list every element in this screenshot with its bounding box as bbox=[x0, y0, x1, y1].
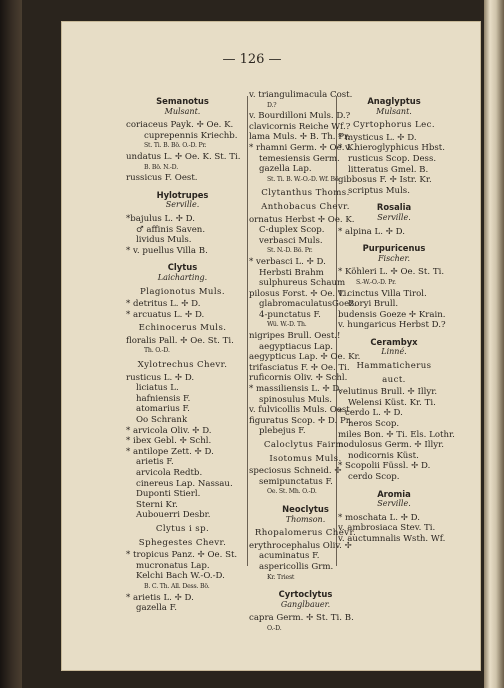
genus-heading: Hylotrupes bbox=[156, 189, 209, 200]
column-left bbox=[126, 90, 239, 614]
species-entry: gazella Lap. bbox=[259, 164, 312, 175]
species-entry: Welensi Küst. Kr. Ti. bbox=[348, 397, 436, 408]
subgenus-heading: Isotomus Muls. bbox=[269, 453, 342, 464]
species-entry: aspericollis Grm. bbox=[259, 561, 334, 572]
genus-author: Fischer. bbox=[377, 253, 411, 263]
species-entry: arietis F. bbox=[136, 457, 174, 468]
species-entry: Duponti Stierl. bbox=[136, 489, 201, 500]
species-entry: * massiliensis L. ✢ D. bbox=[249, 384, 342, 395]
species-entry: ♂ affinis Saven. bbox=[136, 224, 206, 235]
subgenus-heading: Cyrtophorus Lec. bbox=[353, 120, 435, 131]
species-entry: hafniensis F. bbox=[136, 393, 191, 404]
species-entry: St. Ti. B. Bö. O.-D. Pr. bbox=[144, 142, 207, 150]
species-entry: rusticus Scop. Dess. bbox=[348, 153, 437, 164]
species-entry: Kelchi Bach W.-O.-D. bbox=[136, 571, 225, 582]
species-entry: Aubouerri Desbr. bbox=[136, 510, 211, 521]
species-entry: * Köhleri L. ✢ Oe. St. Ti. bbox=[338, 267, 445, 278]
species-entry: heros Scop. bbox=[348, 419, 400, 430]
species-entry: B. Bö. N.-D. bbox=[144, 163, 178, 171]
species-entry: lama Muls. ✢ B. Th. Pr. bbox=[249, 132, 350, 143]
species-entry: gazella F. bbox=[136, 603, 177, 614]
species-entry: v. cinctus Villa Tirol. bbox=[338, 288, 427, 299]
species-entry: erythrocephalus Oliv. ✢ bbox=[249, 540, 352, 551]
genus-author: Linné. bbox=[381, 347, 407, 357]
species-entry: verbasci Muls. bbox=[259, 235, 323, 246]
species-entry: cinereus Lap. Nassau. bbox=[136, 478, 233, 489]
species-entry: S.-W.-O.-D. Pr. bbox=[356, 278, 396, 286]
subgenus-heading: Plagionotus Muls. bbox=[140, 286, 225, 297]
subgenus-heading: Caloclytus Fairm. bbox=[263, 440, 348, 450]
species-entry: * verbasci L. ✢ D. bbox=[249, 256, 326, 267]
species-entry: cerdo Scop. bbox=[348, 472, 400, 482]
species-entry: *bajulus L. ✢ D. bbox=[126, 213, 195, 224]
subgenus-heading: Clytus i sp. bbox=[155, 523, 210, 534]
species-entry: gibbosus F. ✢ Istr. Kr. bbox=[338, 175, 432, 186]
subgenus-heading: Echinocerus Muls. bbox=[138, 323, 227, 334]
species-entry: aegypticus Lap. ✢ Oe. Kr. bbox=[249, 352, 361, 363]
genus-author: Serville. bbox=[377, 212, 411, 222]
species-entry: * v. puellus Villa B. bbox=[126, 245, 208, 256]
species-entry: Wü. W.-D. Th. bbox=[267, 321, 307, 329]
subgenus-heading: Hammaticherus bbox=[356, 361, 432, 372]
genus-author: Serville. bbox=[377, 499, 411, 509]
species-entry: plebejus F. bbox=[259, 426, 306, 437]
species-entry: * mysticus L. ✢ D. bbox=[338, 132, 417, 143]
species-entry: liciatus L. bbox=[136, 383, 179, 394]
genus-heading: Semanotus bbox=[156, 96, 209, 106]
species-entry: acuminatus F. bbox=[259, 551, 320, 562]
species-entry: * arcuatus L. ✢ D. bbox=[126, 309, 205, 320]
species-entry: * v. hieroglyphicus Hbst. bbox=[338, 143, 445, 154]
species-entry: Th. O.-D. bbox=[144, 347, 170, 355]
species-entry: * antilope Zett. ✢ D. bbox=[126, 446, 214, 457]
species-entry: atomarius F. bbox=[136, 404, 190, 415]
species-entry: * rhamni Germ. ✢ Oe. K. bbox=[249, 142, 357, 153]
species-entry: arvicola Redtb. bbox=[136, 468, 203, 478]
genus-heading: Cerambyx bbox=[370, 336, 418, 347]
genus-author: Thomson. bbox=[285, 514, 326, 524]
species-entry: v. triangulimacula Cost. bbox=[249, 90, 353, 100]
subgenus-heading: Clytanthus Thoms. bbox=[261, 188, 350, 199]
species-entry: nodicornis Küst. bbox=[348, 450, 419, 461]
subgenus-heading: Xylotrechus Chevr. bbox=[137, 360, 228, 371]
subgenus-heading: auct. bbox=[382, 374, 406, 385]
species-entry: russicus F. Oest. bbox=[126, 173, 198, 184]
book-spine bbox=[0, 0, 22, 688]
species-entry: temesiensis Germ. bbox=[259, 153, 340, 164]
column-divider bbox=[247, 96, 248, 566]
species-entry: B. C. Th. All. Dess. Bö. bbox=[144, 582, 210, 590]
species-entry: * moschata L. ✢ D. bbox=[338, 512, 420, 523]
species-entry: v. auctumnalis Wsth. Wf. bbox=[338, 533, 446, 544]
species-entry: Herbsti Brahm bbox=[259, 267, 324, 278]
species-entry: C-duplex Scop. bbox=[259, 225, 325, 236]
species-entry: capra Germ. ✢ St. Ti. B. bbox=[249, 613, 354, 624]
species-entry: St. N.-D. Bö. Pr. bbox=[267, 247, 313, 255]
genus-heading: Neoclytus bbox=[282, 503, 329, 514]
species-entry: glabromaculatusGoez. bbox=[259, 299, 357, 310]
species-entry: coriaceus Payk. ✢ Oe. K. bbox=[126, 120, 234, 131]
species-entry: miles Bon. ✢ Ti. Els. Lothr. bbox=[338, 429, 455, 440]
species-entry: * Scopolii Füssl. ✢ D. bbox=[338, 461, 431, 472]
species-entry: ornatus Herbst ✢ Oe. K. bbox=[249, 214, 355, 225]
species-entry: D.? bbox=[267, 101, 277, 109]
species-entry: rusticus L. ✢ D. bbox=[126, 372, 195, 383]
page-number: — 126 — bbox=[222, 52, 282, 67]
genus-heading: Aromia bbox=[377, 488, 411, 499]
genus-heading: Cyrtoclytus bbox=[278, 589, 333, 600]
species-entry: * tropicus Panz. ✢ Oe. St. bbox=[126, 550, 238, 561]
species-entry: floralis Pall. ✢ Oe. St. Ti. bbox=[126, 335, 234, 346]
species-entry: 4-punctatus F. bbox=[259, 309, 321, 320]
genus-heading: Rosalia bbox=[376, 202, 412, 213]
genus-heading: Anaglyptus bbox=[367, 96, 421, 106]
species-entry: v. ambrosiaca Stev. Ti. bbox=[338, 523, 436, 534]
species-entry: * detritus L. ✢ D. bbox=[126, 299, 201, 310]
species-entry: mucronatus Lap. bbox=[136, 560, 210, 571]
species-entry: Oe. St. Mh. O.-D. bbox=[267, 488, 317, 496]
species-entry: Kr. Triest bbox=[267, 573, 295, 581]
species-entry: sulphureus Schaum bbox=[259, 278, 346, 289]
genus-heading: Purpuricenus bbox=[362, 243, 426, 254]
species-entry: clavicornis Reiche Wf.? bbox=[249, 121, 351, 132]
species-entry: nigripes Brull. Oest.! bbox=[249, 331, 341, 342]
species-entry: aegyptiacus Lap. bbox=[259, 341, 333, 352]
species-entry: nodulosus Germ. ✢ Illyr. bbox=[338, 440, 444, 451]
species-entry: cuprepennis Kriechb. bbox=[144, 130, 238, 141]
species-entry: * ibex Gebl. ✢ Schl. bbox=[126, 436, 212, 447]
species-entry: v. hungaricus Herbst D.? bbox=[338, 320, 446, 331]
page-edge bbox=[484, 0, 504, 688]
species-entry: lividus Muls. bbox=[136, 235, 192, 246]
species-entry: semipunctatus F. bbox=[259, 476, 333, 487]
column-right bbox=[338, 90, 455, 545]
species-entry: * cerdo L. ✢ D. bbox=[338, 408, 403, 419]
subgenus-heading: Anthobacus Chevr. bbox=[261, 201, 350, 212]
genus-author: Laicharting. bbox=[157, 272, 208, 282]
species-entry: figuratus Scop. ✢ D. Pr. bbox=[249, 415, 352, 426]
genus-author: Serville. bbox=[165, 200, 200, 210]
species-entry: v. fulvicollis Muls. Oest. bbox=[249, 405, 353, 416]
species-entry: * arietis L. ✢ D. bbox=[126, 592, 194, 603]
species-entry: St. Ti. B. W.-O.-D. Wf. Bö. bbox=[267, 175, 341, 183]
subgenus-heading: Rhopalomerus Chevr. bbox=[254, 528, 357, 539]
species-entry: litteratus Gmel. B. bbox=[348, 164, 429, 175]
species-entry: undatus L. ✢ Oe. K. St. Ti. bbox=[126, 151, 241, 162]
species-entry: * arvicola Oliv. ✢ D. bbox=[126, 425, 212, 436]
species-entry: Oo Schrank bbox=[136, 415, 188, 426]
species-entry: * alpina L. ✢ D. bbox=[338, 226, 405, 237]
genus-author: Mulsant. bbox=[164, 106, 201, 116]
species-entry: pilosus Forst. ✢ Oe. Ti. bbox=[249, 288, 350, 299]
species-entry: velutinus Brull. ✢ Illyr. bbox=[338, 387, 438, 398]
species-entry: Boryi Brull. bbox=[348, 299, 399, 310]
genus-author: Mulsant. bbox=[376, 106, 412, 116]
genus-heading: Clytus bbox=[167, 262, 198, 273]
species-entry: Sterni Kr. bbox=[136, 499, 178, 510]
species-entry: scriptus Muls. bbox=[348, 185, 410, 196]
species-entry: v. Bourdilloni Muls. D.? bbox=[249, 111, 351, 122]
species-entry: trifasciatus F. ✢ Oe. Ti. bbox=[249, 362, 350, 373]
species-entry: budensis Goeze ✢ Krain. bbox=[338, 309, 446, 320]
species-entry: ruficornis Oliv. ✢ Schl. bbox=[249, 373, 348, 384]
subgenus-heading: Sphegestes Chevr. bbox=[138, 537, 227, 548]
species-entry: speciosus Schneid. ✢ bbox=[249, 466, 342, 477]
species-entry: spinosulus Muls. bbox=[259, 394, 332, 405]
genus-author: Ganglbauer. bbox=[280, 599, 331, 609]
species-entry: O.-D. bbox=[267, 624, 282, 632]
